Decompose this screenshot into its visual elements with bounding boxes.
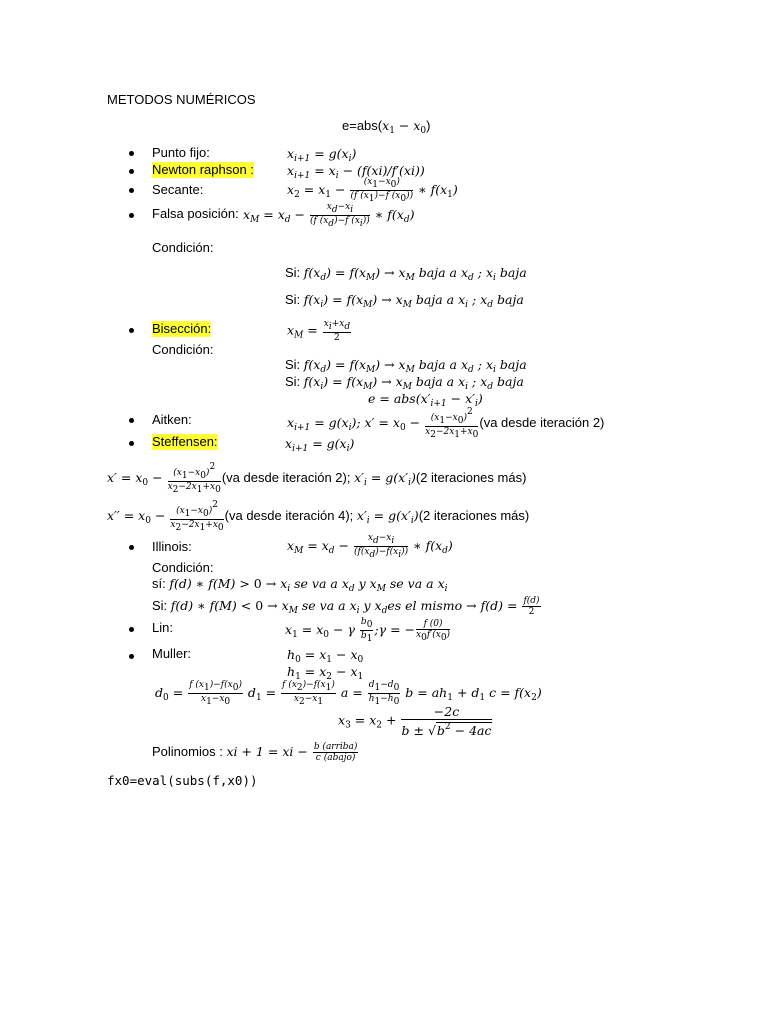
- condition-line: Si: $f(x_i) = f(x_M) \to x_M$ baja a $x_i$ ; $x_d$ baja: [285, 374, 524, 392]
- condition-line: Si: f(d) ∗ $f(M) < 0 \to x_M$ se va a $x_i$ y $x_des$ el mismo → f(d) = $\frac{f(d)}{2}$: [152, 596, 540, 617]
- bullet-icon: [129, 213, 134, 218]
- formula-falsa-posicion: $x_M = x_d$ − $\frac{xd-xi}{(f (xd)-f (xi))}$ ∗ $f(x_d)$: [243, 202, 415, 229]
- condicion-label: Condición:: [152, 342, 214, 357]
- code-line: fx0=eval(subs(f,x0)): [107, 773, 258, 788]
- method-label-illinois: Illinois:: [152, 539, 192, 554]
- formula-newton: $x_{i+1} = x_i - (f(xi)/f'(xi))$: [287, 163, 425, 181]
- formula-polinomios: Polinomios : xi + 1 = xi − b (arriba) c (abajo): [152, 742, 358, 763]
- formula-punto-fijo: $x_{i+1} = g(x_i)$: [287, 146, 357, 164]
- bullet-icon: [129, 627, 134, 632]
- condition-line: Si: $f(x_i) = f(x_M) \to x_M$ baja a $x_i$ ; $x_d$ baja: [285, 292, 524, 310]
- condition-line: sí: f(d) ∗ $f(M) > 0 \to x_i$ se va a $x_d$ y $x_M$ se va a $x_i$: [152, 576, 448, 594]
- formula-steffensen-1: $x' = x_0$ − $\frac{(x1-x0)2}{x2-2x1+x0}$ (va desde iteración 2); $x'_i = g(x'_i)(2$ iteraciones más): [107, 462, 527, 495]
- condition-line: Si: $f(x_d) = f(x_M) \to x_M$ baja a $x_d$ ; $x_i$ baja: [285, 357, 527, 375]
- formula-muller-params: $d_0$ = $\frac{f (x1)-f(x0)}{x1-x0}$ $d_1$ = $\frac{f (x2)-f(x1)}{x2-x1}$ a = $\frac{d1-d0}{h1-h0}$ $b = ah_1 + d_1$ $c = f(x_2)$: [155, 680, 542, 707]
- formula-steffensen: $x_{i+1} = g(x_i)$: [285, 436, 355, 454]
- bullet-icon: [129, 188, 134, 193]
- formula-biseccion: $x_M$ = $\frac{xi+xd}{2}$: [287, 319, 351, 343]
- condition-line: Si: $f(x_d) = f(x_M) \to x_M$ baja a $x_d$ ; $x_i$ baja: [285, 265, 527, 283]
- method-label-lin: Lin:: [152, 620, 173, 635]
- bullet-icon: [129, 151, 134, 156]
- formula-illinois: $x_M = x_d$ − $\frac{xd-xi}{(f(xd)-f(xi))}$ ∗ $f(x_d)$: [287, 533, 453, 560]
- bullet-icon: [129, 545, 134, 550]
- formula-muller-h1: $h_1 = x_2 - x_1$: [287, 664, 364, 682]
- formula-steffensen-2: $x'' = x_0$ − $\frac{(x1-x0)2}{x2-2x1+x0}$ (va desde iteración 4); $x'_i = g(x'_i)(2$ iteraciones más): [107, 500, 530, 533]
- bullet-icon: [129, 654, 134, 659]
- error-formula: $e=abs(x_1 - x_0)$: [342, 118, 431, 136]
- bullet-icon: [129, 441, 134, 446]
- method-label-newton: Newton raphson :: [152, 162, 254, 177]
- method-label-secante: Secante:: [152, 182, 204, 197]
- method-label-muller: Muller:: [152, 646, 192, 661]
- formula-muller-h0: $h_0 = x_1 - x_0$: [287, 647, 364, 665]
- bullet-icon: [129, 169, 134, 174]
- formula-secante: $x_2 = x_1$ − $\frac{(x1-x0)}{(f (x1)-f (x0))}$ ∗ $f(x_1)$: [287, 177, 458, 204]
- formula-error-biseccion: $e = abs(x'_{i+1} - x'_i)$: [368, 391, 483, 409]
- method-label-aitken: Aitken:: [152, 412, 192, 427]
- condicion-label: Condición:: [152, 240, 214, 255]
- bullet-icon: [129, 328, 134, 333]
- method-label-punto-fijo: Punto fijo:: [152, 145, 210, 160]
- method-label-biseccion: Bisección:: [152, 321, 212, 336]
- page-title: METODOS NUMÉRICOS: [107, 92, 256, 107]
- bullet-icon: [129, 418, 134, 423]
- method-label-steffensen: Steffensen:: [152, 434, 218, 449]
- formula-muller-x3: $x_3 = x_2$ + $\frac{-2c}{b \pm √b^2 - 4ac}$: [338, 704, 492, 738]
- formula-lin: $x_1 = x_0 - \gamma$ $\frac{b0}{b1}$ ;γ = − $\frac{f (0)}{x0f'(x0)}$: [285, 617, 451, 644]
- condicion-label: Condición:: [152, 560, 214, 575]
- method-label-falsa-posicion: Falsa posición:: [152, 206, 239, 221]
- formula-aitken: $x_{i+1} = g(x_i)$; $x' = x_0$ − $\frac{(x1-x0)2}{x2-2x1+x0}$ (va desde iteración 2): [287, 407, 605, 440]
